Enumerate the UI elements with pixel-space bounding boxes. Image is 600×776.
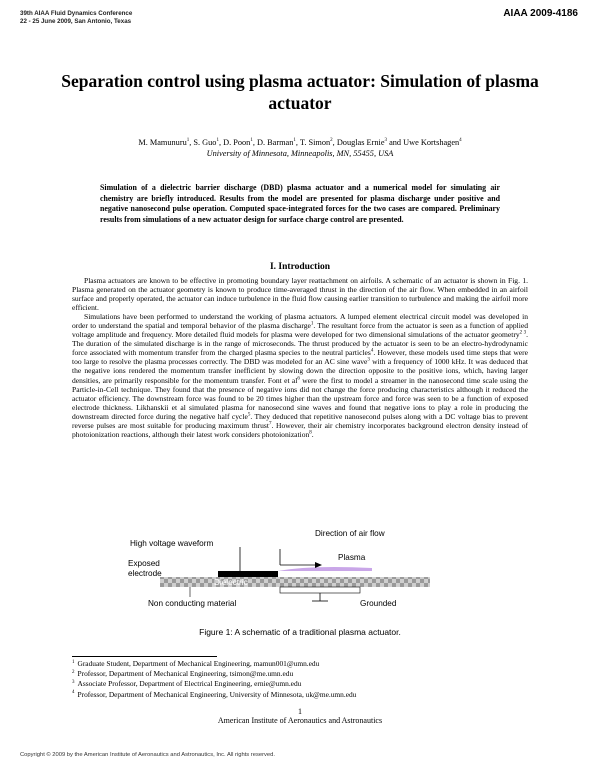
- footnote: $^4$ Professor, Department of Mechanical Engineering, University of Minnesota, uk@me.umn.edu: [72, 689, 357, 699]
- footnote: $^3$ Associate Professor, Department of Electrical Engineering, ernie@umn.edu: [72, 679, 302, 689]
- footnote: $^2$ Professor, Department of Mechanical Engineering, tsimon@me.umn.edu: [72, 669, 294, 679]
- footnote: $^1$ Graduate Student, Department of Mechanical Engineering, mamun001@umn.edu: [72, 659, 320, 668]
- author-names: M. Mamunuru$^1$, S. Guo$^1$, D. Poon$^1$, D. Barman$^1$, T. Simon$^2$, Douglas Ernie$^3$ and Uwe Kortshagen$^4$: [138, 138, 462, 147]
- label-plasma: Plasma: [338, 553, 366, 562]
- author-name: Douglas Ernie: [336, 138, 385, 147]
- author-name: D. Barman: [256, 138, 294, 147]
- copyright-notice: Copyright © 2009 by the American Institute of Aeronautics and Astronautics, Inc. All rights reserved.: [20, 752, 275, 758]
- paper-title: Separation control using plasma actuator: Simulation of plasma actuator: [61, 71, 539, 113]
- affiliation: University of Minnesota, Minneapolis, MN, 55455, USA: [206, 149, 394, 158]
- label-direction: Direction of air flow: [315, 529, 385, 538]
- author-name: T. Simon: [299, 138, 331, 147]
- grounded-electrode: [280, 587, 360, 593]
- abstract: Simulation of a dielectric barrier discharge (DBD) plasma actuator and a numerical model for simulating air chemistry are briefly introduced. Results from the model are presented for plasma discharge under positive and negative nanosecond pulse operation. Computed space-integrated forces for the two cases are compared. Preliminary results from simulations of a new actuator design for surface charge control are presented.: [100, 183, 500, 224]
- figure-caption: Figure 1: A schematic of a traditional plasma actuator.: [199, 627, 401, 637]
- label-grounded: Grounded: [360, 599, 397, 608]
- paper-number: AIAA 2009-4186: [503, 8, 578, 19]
- paragraph: Simulations have been performed to understand the working of plasma actuators. A lumped element electrical circuit model was developed in order to understand the spatial and temporal behavior of the plasma discharge$^1$. The resultant force from the actuator is seen as a function of applied voltage amplitude and frequency. More detailed fluid models for plasma were developed for two dimensional simulations of the actuator geometry$^{2 3}$. The duration of the simulated discharge is in the range of microseconds. The thrust produced by the actuator is seen to be an electro-hydrodynamic force associated with momentum transfer from the charged plasma species to the neutral particles$^4$. However, these models used time steps that were too large to resolve the plasma processes correctly. The DBD was modeled for an AC sine wave$^3$ with a frequency of 1000 kHz. It was deduced that the negative ions rendered the momentum transfer inefficient by slowing down the direction opposite to the positive ions, which, having larger densities, are primarily responsible for the momentum transfer. Font et $al^6$ were the first to model a streamer in the nanosecond time scale using the Particle-in-Cell technique. They found that the presence of negative ions did not change the force producing characteristics although it reduced the actuator efficiency. The downstream force was found to be 20 times higher than the upstream force and force was seen to be a function of exposed electrode thickness. Likhanskii et al simulated plasma for nanosecond sine waves and found that negative ions to play a role in producing the downstream directed force during the negative half cycle$^5$. They deduced that repetitive nanosecond pulses along with a DC voltage bias to prevent reverse pulses are most suitable for producing maximum thrust$^7$. However, their air chemistry incorporates background electron density instead of photoionization reactions, although their latest work considers photoionization$^8$.: [72, 312, 529, 439]
- author-name: Uwe Kortshagen: [403, 138, 460, 147]
- label-high-voltage: High voltage waveform: [130, 539, 214, 548]
- label-exposed: Exposed: [128, 559, 160, 568]
- actuator-diagram: [120, 535, 460, 625]
- exposed-electrode: [218, 571, 278, 577]
- author-block: [40, 137, 560, 159]
- conference-dates: 22 - 25 June 2009, San Antonio, Texas: [20, 17, 132, 25]
- conference-header: [20, 10, 132, 25]
- body-text: [72, 276, 528, 439]
- label-non-conducting: Non conducting material: [148, 599, 237, 608]
- plasma-region: [278, 567, 372, 571]
- dielectric-layer: [160, 577, 430, 587]
- label-dielectric: Dielectric: [214, 578, 248, 587]
- footnotes: [72, 659, 528, 700]
- section-heading: I. Introduction: [269, 262, 330, 272]
- paragraph: Plasma actuators are known to be effective in promoting boundary layer reattachment on airfoils. A schematic of an actuator is shown in Fig. 1. Plasma generated on the actuator geometry is known to produce time-averaged thrust in the direction of the air flow. When embedded in an airfoil surface and properly operated, the actuator can induce turbulence in the fluid flow causing earlier transition to turbulence and making the airfoil more efficient.: [72, 276, 528, 313]
- author-name: S. Guo: [193, 138, 217, 147]
- footnote-divider: [72, 656, 217, 657]
- conference-name: 39th AIAA Fluid Dynamics Conference: [20, 10, 133, 17]
- page-number: 1: [298, 707, 302, 716]
- author-name: M. Mamunuru: [138, 138, 187, 147]
- publisher-line: American Institute of Aeronautics and Astronautics: [217, 716, 383, 725]
- author-name: D. Poon: [223, 138, 251, 147]
- flow-arrow-head: [315, 562, 322, 568]
- figure-schematic: [120, 529, 460, 625]
- label-electrode: electrode: [128, 569, 162, 578]
